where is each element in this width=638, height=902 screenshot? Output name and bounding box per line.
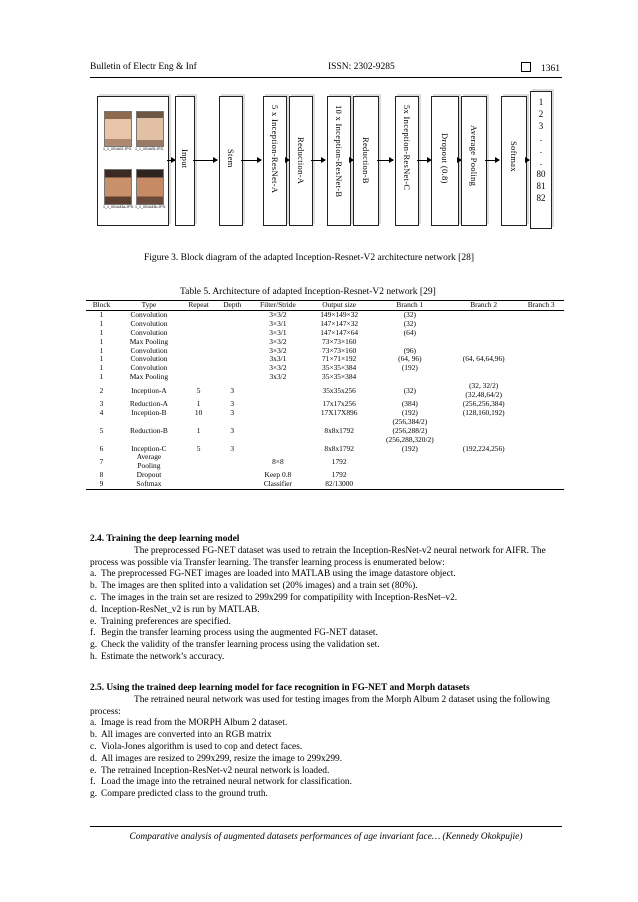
list-item	[90, 718, 568, 730]
list-item-label: a.	[90, 569, 97, 580]
table-cell: 1	[99, 372, 104, 382]
block-dropout	[431, 96, 459, 226]
list-item	[90, 640, 568, 652]
table-cell	[216, 453, 248, 471]
arrow-icon	[417, 160, 431, 161]
section-paragraph: The retrained neural network was used for testing images from the Morph Album 2 dataset using the following process:	[90, 694, 550, 717]
table-cell	[248, 409, 308, 418]
table-cell	[371, 373, 449, 382]
table-cell: 5	[196, 385, 201, 395]
block-label: Softmax	[509, 141, 519, 172]
checkbox-icon	[521, 62, 531, 72]
table-cell	[518, 364, 564, 373]
table-cell: 35×35×384	[322, 363, 357, 373]
list-item-label: f.	[90, 628, 96, 639]
architecture-table	[86, 300, 564, 490]
table-cell: 35×35×384	[322, 372, 357, 382]
table-cell: 3×3/2	[269, 336, 287, 346]
table-cell: 3	[230, 407, 235, 417]
table-caption: Table 5. Architecture of adapted Inception-Resnet-V2 network [29]	[180, 287, 436, 297]
list-item-text: Estimate the network’s accuracy.	[101, 651, 225, 662]
table-cell	[518, 400, 564, 409]
table-cell: Max Pooling	[129, 372, 169, 382]
table-cell: Convolution	[130, 345, 168, 355]
table-cell	[518, 453, 564, 471]
figure-caption: Figure 3. Block diagram of the adapted Inception-Resnet-V2 architecture network [28]	[144, 253, 475, 263]
table-cell	[181, 310, 217, 319]
table-cell: 7	[99, 456, 104, 466]
table-cell	[216, 320, 248, 329]
table-cell	[449, 320, 518, 329]
table-cell	[181, 453, 217, 471]
table-cell: Max Pooling	[129, 336, 169, 346]
arrow-icon	[377, 160, 393, 161]
section-2-4	[90, 534, 568, 664]
journal-name: Bulletin of Electr Eng & Inf	[90, 62, 197, 72]
output-item: 1	[538, 97, 544, 107]
list-item-text: All images are resized to 299x299, resize the image to 299x299.	[101, 753, 343, 764]
block-label: 5x Inception-ResNet-C	[402, 105, 412, 191]
list-item-label: d.	[90, 604, 98, 615]
column-header: Type	[117, 301, 181, 311]
table-row	[86, 453, 564, 471]
table-cell: 9	[86, 480, 117, 489]
list-item	[90, 742, 568, 754]
list-item	[90, 617, 568, 629]
table-cell	[371, 480, 449, 489]
table-cell: 3×3/1	[269, 318, 287, 328]
table-cell	[181, 373, 217, 382]
list-item-text: Training preferences are specified.	[101, 616, 231, 627]
table-cell: 1	[196, 398, 201, 408]
table-row	[86, 409, 564, 418]
list-item-text: The preprocessed FG-NET images are loaded into MATLAB using the image datastore object.	[101, 569, 456, 580]
list-item	[90, 628, 568, 640]
section-2-5	[90, 683, 568, 801]
table-cell: 1	[99, 336, 104, 346]
list-item-label: d.	[90, 753, 98, 764]
table-cell: 149×149×32	[320, 309, 359, 319]
block-inception-a	[263, 96, 287, 226]
block-stem	[219, 96, 243, 226]
list-item	[90, 789, 568, 801]
table-cell: Convolution	[130, 327, 168, 337]
issn: ISSN: 2302-9285	[328, 62, 395, 72]
block-average-pooling	[461, 96, 487, 226]
table-cell: Inception-A	[131, 385, 167, 395]
table-cell	[216, 480, 248, 489]
table-cell: 1	[99, 354, 104, 364]
output-classes	[530, 91, 552, 229]
block-label: Input	[180, 149, 190, 169]
block-label: Dropout (0.8)	[440, 133, 450, 184]
table-cell: 5	[99, 425, 104, 435]
table-cell: (256,384/2) (256,288/2) (256,288,320/2)	[386, 416, 434, 444]
table-cell: 1792	[331, 456, 347, 466]
table-body	[86, 310, 564, 489]
table-cell: (192)	[401, 407, 418, 417]
table-cell	[181, 364, 217, 373]
output-item: 82	[536, 193, 546, 203]
table-cell	[248, 400, 308, 409]
list-item-text: All images are converted into an RGB matrix	[101, 730, 272, 741]
table-cell	[449, 480, 518, 489]
table-cell: 73×73×160	[322, 336, 357, 346]
table-cell	[371, 471, 449, 480]
table-cell: 17X17X896	[320, 407, 358, 417]
list-item-label: e.	[90, 616, 97, 627]
table-cell: 35x35x256	[322, 385, 356, 395]
list-item-label: c.	[90, 592, 97, 603]
input-images-panel	[97, 96, 169, 226]
column-header: Repeat	[181, 301, 217, 311]
table-cell	[181, 347, 217, 356]
list-item-label: b.	[90, 581, 98, 592]
column-header: Branch 2	[449, 301, 518, 311]
list-item-label: f.	[90, 777, 96, 788]
table-cell: Keep 0.8	[264, 470, 292, 480]
table-cell: Inception-B	[131, 407, 167, 417]
output-list	[531, 96, 551, 204]
list-item	[90, 569, 568, 581]
table-cell: (192)	[401, 363, 418, 373]
table-cell: 10	[194, 407, 203, 417]
table-cell	[248, 418, 308, 445]
table-cell: 8x8x1792	[324, 425, 354, 435]
table-cell: 6	[99, 443, 104, 453]
table-cell: (96)	[403, 345, 417, 355]
list-item-label: b.	[90, 730, 98, 741]
table-cell	[449, 329, 518, 338]
column-header: Branch 1	[371, 301, 449, 311]
table-cell: Convolution	[130, 318, 168, 328]
table-cell: 8x8x1792	[324, 443, 354, 453]
list-item-text: Check the validity of the transfer learning process using the validation set.	[101, 640, 380, 651]
list-item-text: Begin the transfer learning process using the augmented FG-NET dataset.	[101, 628, 378, 639]
table-cell	[518, 347, 564, 356]
table-cell: (64, 96)	[398, 354, 422, 364]
table-cell: Reduction-A	[129, 398, 169, 408]
table-cell	[449, 471, 518, 480]
list-item-text: Inception-ResNet_v2 is run by MATLAB.	[101, 604, 260, 615]
table-cell	[449, 338, 518, 347]
arrow-icon	[485, 160, 499, 161]
block-inception-b	[327, 96, 351, 226]
table-cell	[216, 355, 248, 364]
list-item-text: Image is read from the MORPH Album 2 dataset.	[101, 718, 288, 729]
table-cell	[216, 364, 248, 373]
table-cell	[216, 471, 248, 480]
table-cell: 71×71×192	[322, 354, 357, 364]
table-cell	[449, 364, 518, 373]
table-cell: (384)	[401, 398, 418, 408]
table-cell	[518, 480, 564, 489]
table-cell	[518, 409, 564, 418]
list-item	[90, 766, 568, 778]
arrow-icon	[241, 160, 261, 161]
output-item: .	[539, 157, 543, 167]
table-cell	[216, 310, 248, 319]
table-cell: 8×8	[272, 456, 284, 466]
step-list	[90, 718, 568, 801]
table-cell: 147×147×32	[320, 318, 359, 328]
step-list	[90, 569, 568, 663]
table-header-row	[86, 301, 564, 311]
page-header	[90, 62, 560, 76]
arrow-icon	[167, 160, 175, 161]
table-cell	[216, 338, 248, 347]
table-cell	[449, 453, 518, 471]
table-cell	[181, 329, 217, 338]
table-cell: 3	[99, 398, 104, 408]
page-footer: Comparative analysis of augmented datasets performances of age invariant face… (Kennedy Okokpujie)	[129, 832, 523, 842]
table-cell: 1	[99, 309, 104, 319]
table-cell	[216, 347, 248, 356]
table-cell: 3×3/1	[269, 327, 287, 337]
table-cell: 3	[230, 443, 235, 453]
table-cell: 3	[230, 385, 235, 395]
table-cell: 3	[230, 425, 235, 435]
table-cell	[216, 373, 248, 382]
section-paragraph: The preprocessed FG-NET dataset was used to retrain the Inception-ResNet-v2 neural network for AIFR. The process was possible via Transfer learning. The transfer learning process is enumerated below:	[90, 545, 546, 568]
list-item	[90, 605, 568, 617]
list-item-label: e.	[90, 765, 97, 776]
table-cell: 1	[99, 345, 104, 355]
table-cell: Softmax	[117, 480, 181, 489]
header-rule	[90, 77, 562, 78]
table-cell: (192,224,256)	[462, 443, 505, 453]
table-cell: 4	[99, 407, 104, 417]
output-item: .	[539, 145, 543, 155]
table-cell	[518, 382, 564, 400]
list-item-label: c.	[90, 741, 97, 752]
table-cell: Average Pooling	[136, 452, 162, 471]
table-cell: 5	[196, 443, 201, 453]
list-item	[90, 581, 568, 593]
table-cell	[518, 445, 564, 454]
table-cell: 1	[99, 318, 104, 328]
table-cell: (64, 64,64,96)	[462, 354, 505, 364]
column-header: Filter/Stride	[248, 301, 308, 311]
block-label: Reduction-A	[296, 137, 306, 185]
table-cell: (256,256,384)	[462, 398, 505, 408]
table-cell	[248, 382, 308, 400]
table-cell: 1	[99, 327, 104, 337]
image-label: 1_1_001A43b.JPG	[135, 205, 166, 209]
page-number: 1361	[541, 64, 560, 74]
page-number-wrap	[521, 62, 560, 74]
list-item	[90, 593, 568, 605]
table-cell: Inception-C	[131, 443, 167, 453]
table-cell	[518, 310, 564, 319]
table-cell: 3	[230, 398, 235, 408]
table-cell: 1	[99, 363, 104, 373]
footer-rule	[90, 826, 562, 827]
list-item-text: Compare predicted class to the ground truth.	[101, 789, 268, 800]
table-cell	[181, 355, 217, 364]
face-image	[136, 111, 164, 147]
block-input	[175, 96, 195, 226]
arrow-icon	[311, 160, 325, 161]
table-cell: (32)	[403, 309, 417, 319]
output-item: 2	[538, 109, 544, 119]
table-row	[86, 382, 564, 400]
table-cell: Dropout	[136, 470, 162, 480]
table-cell: 2	[99, 385, 104, 395]
image-label: 1_1_001A43a.JPG	[103, 205, 134, 209]
column-header: Branch 3	[518, 301, 564, 311]
table-cell: (64)	[403, 327, 417, 337]
table-cell	[216, 329, 248, 338]
table-cell: Convolution	[130, 363, 168, 373]
table-cell: (128,160,192)	[462, 407, 505, 417]
list-item-text: The images in the train set are resized to 299x299 for compatipility with Inception-ResNet–v2.	[101, 592, 458, 603]
list-item-text: The retrained Inception-ResNet-v2 neural network is loaded.	[101, 765, 330, 776]
block-reduction-a	[289, 96, 313, 226]
list-item	[90, 777, 568, 789]
list-item	[90, 754, 568, 766]
output-item: 3	[538, 121, 544, 131]
table-cell: 3x3/2	[269, 372, 287, 382]
table-cell	[181, 471, 217, 480]
table-cell: 8	[99, 470, 104, 480]
list-item-label: h.	[90, 651, 98, 662]
table-cell: Convolution	[130, 309, 168, 319]
block-inception-c	[395, 96, 419, 226]
table-cell: 3×3/2	[269, 363, 287, 373]
table-cell	[248, 445, 308, 454]
table-cell: Classifier	[248, 480, 308, 489]
table-cell: 3×3/2	[269, 309, 287, 319]
block-label: Average Pooling	[469, 125, 479, 187]
image-label: 1_1_001A05.JPG	[135, 147, 164, 151]
list-item-text: Load the image into the retrained neural network for classification.	[101, 777, 352, 788]
table-cell: 3×3/2	[269, 345, 287, 355]
table-cell	[518, 329, 564, 338]
list-item-label: a.	[90, 718, 97, 729]
arrow-icon	[525, 160, 529, 161]
block-label: 10 x Inception-ResNet-B	[334, 105, 344, 198]
table-cell	[181, 338, 217, 347]
table-cell: 1	[196, 425, 201, 435]
table-cell	[518, 320, 564, 329]
section-heading: 2.5. Using the trained deep learning model for face recognition in FG-NET and Morph datasets	[90, 683, 470, 693]
block-softmax	[501, 96, 527, 226]
column-header: Output size	[308, 301, 371, 311]
table-cell: Reduction-B	[130, 425, 168, 435]
list-item	[90, 730, 568, 742]
table-cell	[449, 418, 518, 445]
table-cell: 82/13000	[308, 480, 371, 489]
output-item: 80	[536, 169, 546, 179]
table-row	[86, 418, 564, 445]
table-row	[86, 480, 564, 489]
list-item	[90, 652, 568, 664]
arrow-icon	[193, 160, 217, 161]
face-image	[136, 169, 164, 205]
table-cell	[449, 310, 518, 319]
block-label: 5 x Inception-ResNet-A	[270, 105, 280, 194]
table-cell: (192)	[401, 443, 418, 453]
table-cell	[371, 453, 449, 471]
table-cell: (32)	[403, 385, 417, 395]
table-cell	[181, 480, 217, 489]
image-label: 1_1_001A02.JPG	[103, 147, 132, 151]
table-cell: 1792	[331, 470, 347, 480]
face-image	[104, 111, 132, 147]
block-reduction-b	[353, 96, 379, 226]
table-cell: (32)	[403, 318, 417, 328]
list-item-text: Viola-Jones algorithm is used to cop and detect faces.	[101, 741, 303, 752]
list-item-text: The images are then splited into a validation set (20% images) and a train set (80%).	[101, 581, 418, 592]
table-cell: 73×73×160	[322, 345, 357, 355]
table-cell: 17x17x256	[322, 398, 356, 408]
table-cell	[518, 338, 564, 347]
table-cell: (32, 32/2) (32,48,64/2)	[465, 381, 502, 400]
table-cell	[181, 320, 217, 329]
table-cell: 147×147×64	[320, 327, 359, 337]
table-cell	[518, 373, 564, 382]
block-label: Reduction-B	[361, 137, 371, 184]
column-header: Depth	[216, 301, 248, 311]
architecture-diagram	[93, 91, 558, 231]
section-heading: 2.4. Training the deep learning model	[90, 534, 240, 544]
column-header: Block	[86, 301, 117, 311]
table-cell: Convolution	[130, 354, 168, 364]
list-item-label: g.	[90, 640, 98, 651]
table-cell	[518, 355, 564, 364]
table-cell: 3x3/1	[269, 354, 287, 364]
list-item-label: g.	[90, 789, 98, 800]
block-label: Stem	[226, 149, 236, 168]
output-item: .	[539, 133, 543, 143]
table-cell	[518, 418, 564, 445]
output-item: 81	[536, 181, 546, 191]
table-cell	[518, 471, 564, 480]
face-image	[104, 169, 132, 205]
